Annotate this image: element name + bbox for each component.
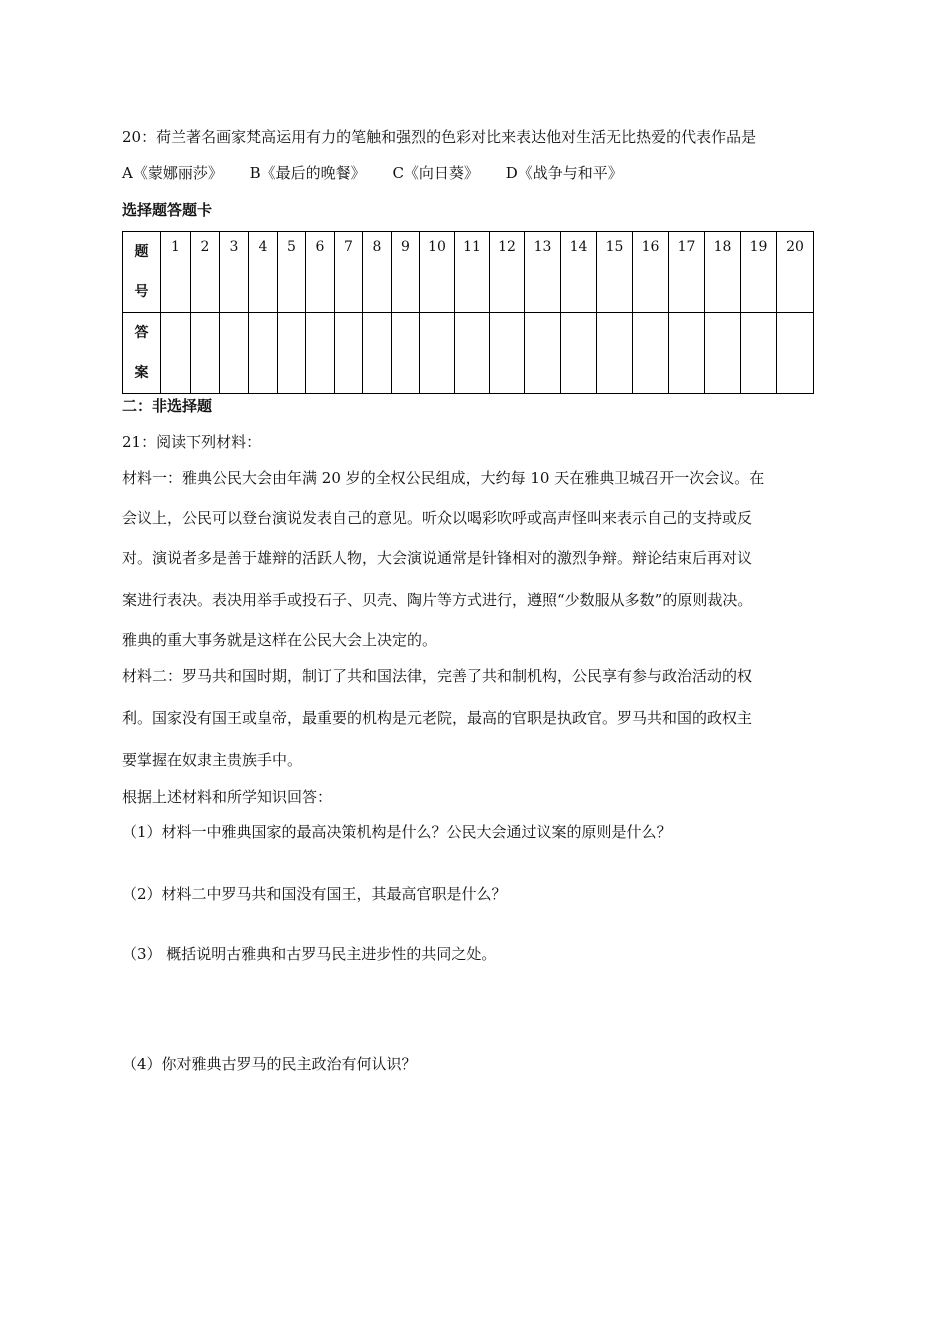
- question-number-cell: 1: [161, 232, 191, 313]
- material-2-line: 利。国家没有国王或皇帝，最重要的机构是元老院，最高的官职是执政官。罗马共和国的政权主: [122, 709, 753, 727]
- option-d: D《战争与和平》: [505, 164, 623, 182]
- question-number-cell: 5: [278, 232, 306, 313]
- question-number-cell: 18: [705, 232, 741, 313]
- answer-header: [123, 313, 161, 394]
- answer-cell[interactable]: [561, 313, 597, 394]
- sub-question-4: （4）你对雅典古罗马的民主政治有何认识？: [122, 1055, 417, 1073]
- answer-cell[interactable]: [420, 313, 455, 394]
- question-number-cell: 3: [220, 232, 249, 313]
- answer-cell[interactable]: [191, 313, 220, 394]
- question-number-cell: 10: [420, 232, 455, 313]
- question-number-cell: 19: [741, 232, 777, 313]
- answer-card-table: [122, 231, 814, 394]
- header-char: 号: [134, 284, 149, 300]
- answer-cell[interactable]: [392, 313, 420, 394]
- answer-cell[interactable]: [741, 313, 777, 394]
- material-1-line: 对。演说者多是善于雄辩的活跃人物，大会演说通常是针锋相对的激烈争辩。辩论结束后再对议: [122, 549, 753, 567]
- question-number-cell: 12: [490, 232, 525, 313]
- answer-cell[interactable]: [597, 313, 633, 394]
- material-1-line: 案进行表决。表决用举手或投石子、贝壳、陶片等方式进行，遵照“少数服从多数”的原则裁决。: [122, 591, 753, 609]
- answer-cell[interactable]: [278, 313, 306, 394]
- sub-question-3: （3） 概括说明古雅典和古罗马民主进步性的共同之处。: [122, 945, 497, 963]
- answer-row: [123, 313, 814, 394]
- question-number-cell: 2: [191, 232, 220, 313]
- answer-prompt: 根据上述材料和所学知识回答：: [122, 788, 333, 806]
- question-number-cell: 13: [525, 232, 561, 313]
- answer-cell[interactable]: [220, 313, 249, 394]
- question-number-row: [123, 232, 814, 313]
- question-number-cell: 6: [306, 232, 335, 313]
- material-1-line: 雅典的重大事务就是这样在公民大会上决定的。: [122, 631, 438, 649]
- answer-cell[interactable]: [669, 313, 705, 394]
- answer-cell[interactable]: [249, 313, 278, 394]
- material-1-line: 会议上，公民可以登台演说发表自己的意见。听众以喝彩吹呼或高声怪叫来表示自己的支持或反: [122, 509, 753, 527]
- question-20-stem: 20：荷兰著名画家梵高运用有力的笔触和强烈的色彩对比来表达他对生活无比热爱的代表作品是: [122, 128, 757, 146]
- question-number-cell: 20: [777, 232, 814, 313]
- answer-cell[interactable]: [306, 313, 335, 394]
- question-number-cell: 7: [335, 232, 363, 313]
- header-char: 案: [134, 365, 149, 381]
- answer-card-title: 选择题答题卡: [122, 201, 213, 219]
- answer-cell[interactable]: [490, 313, 525, 394]
- answer-cell[interactable]: [777, 313, 814, 394]
- material-1-line: 材料一：雅典公民大会由年满 20 岁的全权公民组成，大约每 10 天在雅典卫城召开一次会议。在: [122, 469, 765, 487]
- answer-cell[interactable]: [525, 313, 561, 394]
- option-b: B《最后的晚餐》: [249, 164, 366, 182]
- answer-cell[interactable]: [363, 313, 392, 394]
- option-a: A《蒙娜丽莎》: [122, 164, 223, 182]
- answer-cell[interactable]: [455, 313, 490, 394]
- header-char: 题: [134, 244, 149, 260]
- answer-cell[interactable]: [335, 313, 363, 394]
- material-2-line: 材料二：罗马共和国时期，制订了共和国法律，完善了共和制机构，公民享有参与政治活动的权: [122, 667, 753, 685]
- question-number-cell: 9: [392, 232, 420, 313]
- question-number-cell: 4: [249, 232, 278, 313]
- header-char: 答: [134, 325, 149, 341]
- question-number-cell: 14: [561, 232, 597, 313]
- section-2-title: 二：非选择题: [122, 397, 213, 415]
- question-21-intro: 21：阅读下列材料：: [122, 433, 262, 451]
- question-number-cell: 15: [597, 232, 633, 313]
- material-2-line: 要掌握在奴隶主贵族手中。: [122, 751, 303, 769]
- answer-cell[interactable]: [633, 313, 669, 394]
- question-number-cell: 11: [455, 232, 490, 313]
- sub-question-1: （1）材料一中雅典国家的最高决策机构是什么？公民大会通过议案的原则是什么？: [122, 823, 672, 841]
- question-number-cell: 17: [669, 232, 705, 313]
- question-number-cell: 8: [363, 232, 392, 313]
- question-number-cell: 16: [633, 232, 669, 313]
- option-c: C《向日葵》: [392, 164, 479, 182]
- question-number-header: [123, 232, 161, 313]
- answer-cell[interactable]: [705, 313, 741, 394]
- sub-question-2: （2）材料二中罗马共和国没有国王，其最高官职是什么？: [122, 885, 507, 903]
- answer-cell[interactable]: [161, 313, 191, 394]
- question-20-options: [122, 163, 645, 183]
